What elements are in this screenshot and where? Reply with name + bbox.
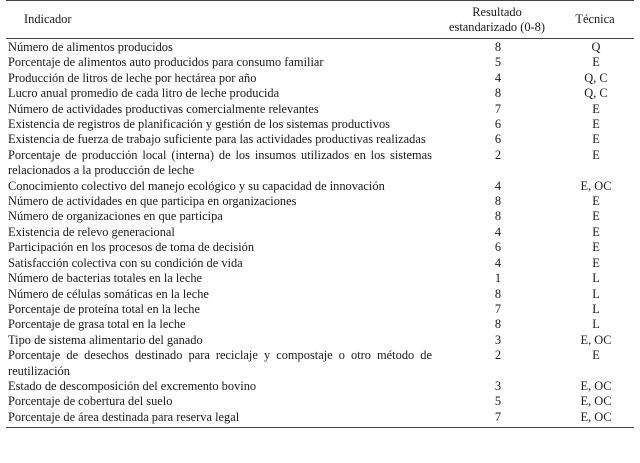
table-row bbox=[6, 132, 634, 147]
cell-resultado: 4 bbox=[494, 178, 502, 193]
cell-tecnica: L bbox=[592, 317, 600, 332]
cell-tecnica: E bbox=[592, 255, 600, 270]
cell-tecnica: L bbox=[592, 301, 600, 316]
cell-indicador: Tipo de sistema alimentario del ganado bbox=[8, 332, 203, 347]
table-row bbox=[6, 287, 634, 302]
cell-tecnica: E bbox=[592, 55, 600, 70]
cell-resultado: 1 bbox=[494, 271, 502, 286]
table-row bbox=[6, 317, 634, 332]
cell-resultado: 4 bbox=[494, 70, 502, 85]
cell-resultado: 6 bbox=[494, 132, 502, 147]
header-resultado-line2: estandarizado (0-8) bbox=[449, 19, 545, 34]
cell-tecnica: E bbox=[592, 147, 600, 162]
table-row bbox=[6, 194, 634, 209]
cell-tecnica: E bbox=[592, 209, 600, 224]
cell-resultado: 8 bbox=[494, 286, 502, 301]
cell-indicador: Número de actividades productivas comercialmente relevantes bbox=[8, 101, 319, 116]
cell-resultado: 4 bbox=[494, 224, 502, 239]
cell-indicador: Porcentaje de desechos destinado para reciclaje y compostaje o otro método de reutilización bbox=[8, 348, 432, 378]
table-row bbox=[6, 209, 634, 224]
table-body bbox=[6, 39, 634, 428]
table-row bbox=[6, 179, 634, 194]
cell-resultado: 8 bbox=[494, 194, 502, 209]
table-row bbox=[6, 86, 634, 101]
table-row bbox=[6, 394, 634, 409]
cell-resultado: 3 bbox=[494, 378, 502, 393]
table-row bbox=[6, 55, 634, 70]
cell-tecnica: E bbox=[592, 117, 600, 132]
table-row bbox=[6, 240, 634, 255]
cell-tecnica: E bbox=[592, 348, 600, 363]
table-row bbox=[6, 302, 634, 317]
table-row bbox=[6, 271, 634, 286]
table-row bbox=[6, 225, 634, 240]
header-tecnica: Técnica bbox=[556, 1, 634, 39]
header-resultado-line1: Resultado bbox=[472, 4, 522, 19]
cell-resultado: 2 bbox=[494, 147, 502, 162]
cell-indicador: Conocimiento colectivo del manejo ecológico y su capacidad de innovación bbox=[8, 178, 385, 193]
table-row bbox=[6, 117, 634, 132]
cell-tecnica: E, OC bbox=[580, 378, 612, 393]
cell-resultado: 6 bbox=[494, 117, 502, 132]
cell-resultado: 8 bbox=[494, 40, 502, 54]
cell-resultado: 5 bbox=[494, 55, 502, 70]
cell-resultado: 7 bbox=[494, 101, 502, 116]
cell-resultado: 8 bbox=[494, 86, 502, 101]
table-row bbox=[6, 410, 634, 428]
cell-resultado: 5 bbox=[494, 394, 502, 409]
cell-tecnica: L bbox=[592, 271, 600, 286]
indicator-table bbox=[6, 0, 634, 428]
table-header-row bbox=[6, 1, 634, 39]
cell-tecnica: Q, C bbox=[584, 86, 608, 101]
cell-indicador: Número de bacterias totales en la leche bbox=[8, 271, 203, 286]
cell-tecnica: E, OC bbox=[580, 178, 612, 193]
cell-resultado: 7 bbox=[438, 410, 556, 428]
cell-indicador: Número de células somáticas en la leche bbox=[8, 286, 209, 301]
cell-indicador: Porcentaje de área destinada para reserva legal bbox=[6, 410, 438, 428]
cell-tecnica: E bbox=[592, 132, 600, 147]
cell-resultado: 6 bbox=[494, 240, 502, 255]
cell-tecnica: E bbox=[592, 240, 600, 255]
cell-tecnica: Q, C bbox=[584, 70, 608, 85]
cell-indicador: Porcentaje de producción local (interna) de los insumos utilizados en los sistemas relacionados a la producción de leche bbox=[8, 147, 432, 178]
cell-indicador: Número de alimentos producidos bbox=[8, 40, 173, 54]
cell-indicador: Número de organizaciones en que participa bbox=[8, 209, 223, 224]
cell-indicador: Lucro anual promedio de cada litro de leche producida bbox=[8, 86, 280, 101]
cell-indicador: Existencia de fuerza de trabajo suficiente para las actividades productivas realizadas bbox=[8, 132, 426, 147]
table-row bbox=[6, 148, 634, 179]
cell-resultado: 7 bbox=[494, 301, 502, 316]
cell-resultado: 4 bbox=[494, 255, 502, 270]
cell-indicador: Porcentaje de cobertura del suelo bbox=[8, 394, 173, 409]
cell-indicador: Existencia de relevo generacional bbox=[8, 224, 175, 239]
header-indicador: Indicador bbox=[6, 1, 438, 39]
cell-tecnica: E bbox=[592, 224, 600, 239]
cell-indicador: Número de actividades en que participa en organizaciones bbox=[8, 194, 297, 209]
table-row bbox=[6, 71, 634, 86]
cell-tecnica: E, OC bbox=[580, 394, 612, 409]
cell-tecnica: E bbox=[592, 101, 600, 116]
cell-indicador: Existencia de registros de planificación y gestión de los sistemas productivos bbox=[8, 117, 390, 132]
cell-resultado: 2 bbox=[494, 348, 502, 363]
cell-indicador: Porcentaje de proteína total en la leche bbox=[8, 301, 200, 316]
cell-tecnica: E, OC bbox=[556, 410, 634, 428]
cell-indicador: Producción de litros de leche por hectárea por año bbox=[8, 70, 257, 85]
table-row bbox=[6, 102, 634, 117]
cell-tecnica: Q bbox=[591, 40, 601, 54]
cell-resultado: 8 bbox=[494, 317, 502, 332]
cell-tecnica: E, OC bbox=[580, 332, 612, 347]
cell-indicador: Participación en los procesos de toma de decisión bbox=[8, 240, 255, 255]
cell-indicador: Satisfacción colectiva con su condición de vida bbox=[8, 255, 243, 270]
cell-indicador: Estado de descomposición del excremento bovino bbox=[8, 378, 257, 393]
table-row bbox=[6, 379, 634, 394]
table-row bbox=[6, 39, 634, 56]
cell-resultado: 3 bbox=[494, 332, 502, 347]
table-row bbox=[6, 256, 634, 271]
cell-tecnica: L bbox=[592, 286, 600, 301]
cell-resultado: 8 bbox=[494, 209, 502, 224]
header-resultado bbox=[438, 1, 556, 39]
table-row bbox=[6, 333, 634, 348]
table-row bbox=[6, 348, 634, 379]
cell-tecnica: E bbox=[592, 194, 600, 209]
cell-indicador: Porcentaje de grasa total en la leche bbox=[8, 317, 186, 332]
cell-indicador: Porcentaje de alimentos auto producidos para consumo familiar bbox=[8, 55, 324, 70]
